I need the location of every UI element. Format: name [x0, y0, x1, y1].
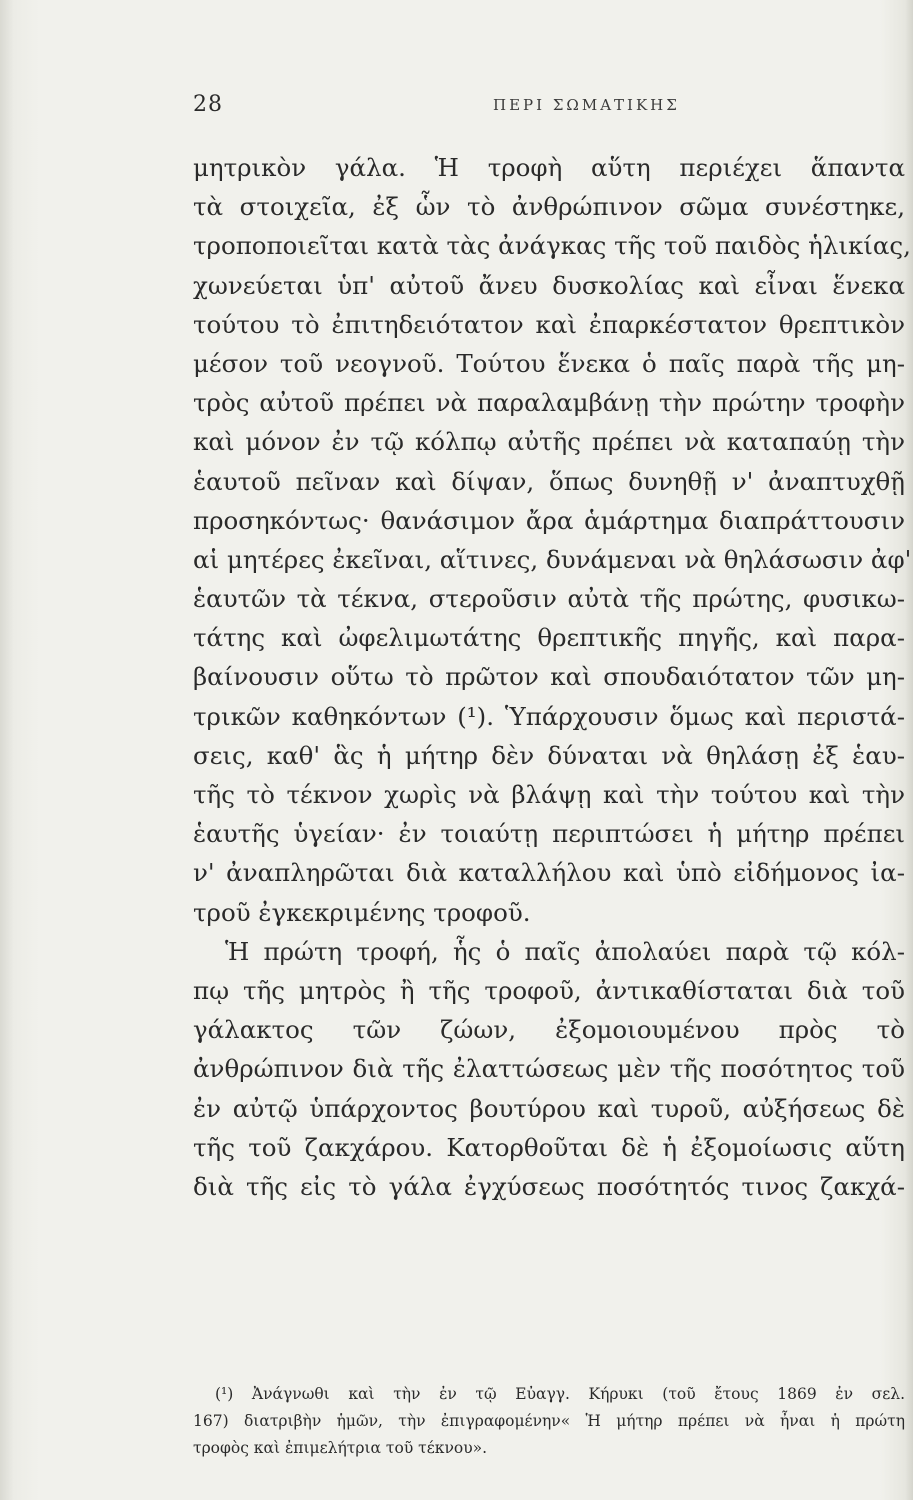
text-line: προσηκόντως· θανάσιμον ἄρα ἁμάρτημα διαπράττουσιν	[193, 505, 905, 535]
running-title: ΠΕΡΙ ΣΩΜΑΤΙΚΗΣ	[493, 96, 680, 114]
text-line: αἱ μητέρες ἐκεῖναι, αἵτινες, δυνάμεναι νὰ θηλάσωσιν ἀφ'	[193, 544, 912, 574]
text-line: μητρικὸν γάλα. Ἡ τροφὴ αὕτη περιέχει ἅπαντα	[193, 153, 905, 182]
text-line: χωνεύεται ὑπ' αὐτοῦ ἄνευ δυσκολίας καὶ εἶναι ἕνεκα	[193, 270, 905, 300]
text-line: ἑαυτῆς ὑγείαν· ἐν τοιαύτῃ περιπτώσει ἡ μήτηρ πρέπει	[193, 819, 905, 849]
body-text	[193, 148, 912, 1206]
text-line: τροῦ ἐγκεκριμένης τροφοῦ.	[193, 897, 531, 927]
footnote-line: 167) διατριβὴν ἡμῶν, τὴν ἐπιγραφομένην« Ἡ μήτηρ πρέπει νὰ ἦναι ἡ πρώτη	[193, 1412, 905, 1430]
text-line: τῆς τοῦ ζακχάρου. Κατορθοῦται δὲ ἡ ἐξομοίωσις αὕτη	[193, 1132, 905, 1162]
text-line: σεις, καθ' ἃς ἡ μήτηρ δὲν δύναται νὰ θηλάσῃ ἐξ ἑαυ-	[193, 740, 905, 770]
text-line: Ἡ πρώτη τροφή, ἧς ὁ παῖς ἀπολαύει παρὰ τῷ κόλ-	[225, 936, 905, 966]
text-line: ἑαυτοῦ πεῖναν καὶ δίψαν, ὅπως δυνηθῇ ν' ἀναπτυχθῇ	[193, 466, 905, 496]
text-line: ἀνθρώπινον διὰ τῆς ἐλαττώσεως μὲν τῆς ποσότητος τοῦ	[193, 1054, 905, 1084]
text-line: διὰ τῆς εἰς τὸ γάλα ἐγχύσεως ποσότητός τινος ζακχά-	[193, 1171, 905, 1201]
text-line: γάλακτος τῶν ζώων, ἐξομοιουμένου πρὸς τὸ	[193, 1015, 905, 1045]
text-line: τούτου τὸ ἐπιτηδειότατον καὶ ἐπαρκέστατον θρεπτικὸν	[193, 309, 905, 339]
page-number: 28	[193, 92, 223, 117]
text-line: ἑαυτῶν τὰ τέκνα, στεροῦσιν αὐτὰ τῆς πρώτης, φυσικω-	[193, 584, 905, 614]
text-line: τρὸς αὐτοῦ πρέπει νὰ παραλαμβάνῃ τὴν πρώτην τροφὴν	[193, 388, 905, 418]
text-line: τρικῶν καθηκόντων (¹). Ὑπάρχουσιν ὅμως καὶ περιστά-	[193, 701, 905, 731]
text-line: τὰ στοιχεῖα, ἐξ ὧν τὸ ἀνθρώπινον σῶμα συνέστηκε,	[193, 192, 905, 222]
footnote-line: τροφὸς καὶ ἐπιμελήτρια τοῦ τέκνου».	[193, 1439, 488, 1457]
text-line: ἐν αὐτῷ ὑπάρχοντος βουτύρου καὶ τυροῦ, αὐξήσεως δὲ	[193, 1093, 905, 1123]
text-line: βαίνουσιν οὕτω τὸ πρῶτον καὶ σπουδαιότατον τῶν μη-	[193, 662, 905, 692]
text-line: μέσον τοῦ νεογνοῦ. Τούτου ἕνεκα ὁ παῖς παρὰ τῆς μη-	[193, 348, 905, 378]
running-head	[193, 92, 851, 122]
text-line: καὶ μόνον ἐν τῷ κόλπῳ αὐτῆς πρέπει νὰ καταπαύῃ τὴν	[193, 427, 905, 457]
footnote-line: (¹) Ἀνάγνωθι καὶ τὴν ἐν τῷ Εὐαγγ. Κήρυκι (τοῦ ἔτους 1869 ἐν σελ.	[215, 1385, 905, 1403]
text-line: τῆς τὸ τέκνον χωρὶς νὰ βλάψῃ καὶ τὴν τούτου καὶ τὴν	[193, 780, 905, 809]
text-line: ν' ἀναπληρῶται διὰ καταλλήλου καὶ ὑπὸ εἰδήμονος ἰα-	[193, 858, 905, 888]
text-line: πῳ τῆς μητρὸς ἢ τῆς τροφοῦ, ἀντικαθίσταται διὰ τοῦ	[193, 975, 905, 1005]
text-line: τάτης καὶ ὠφελιμωτάτης θρεπτικῆς πηγῆς, καὶ παρα-	[193, 623, 905, 653]
text-line: τροποποιεῖται κατὰ τὰς ἀνάγκας τῆς τοῦ παιδὸς ἡλικίας,	[193, 231, 911, 261]
